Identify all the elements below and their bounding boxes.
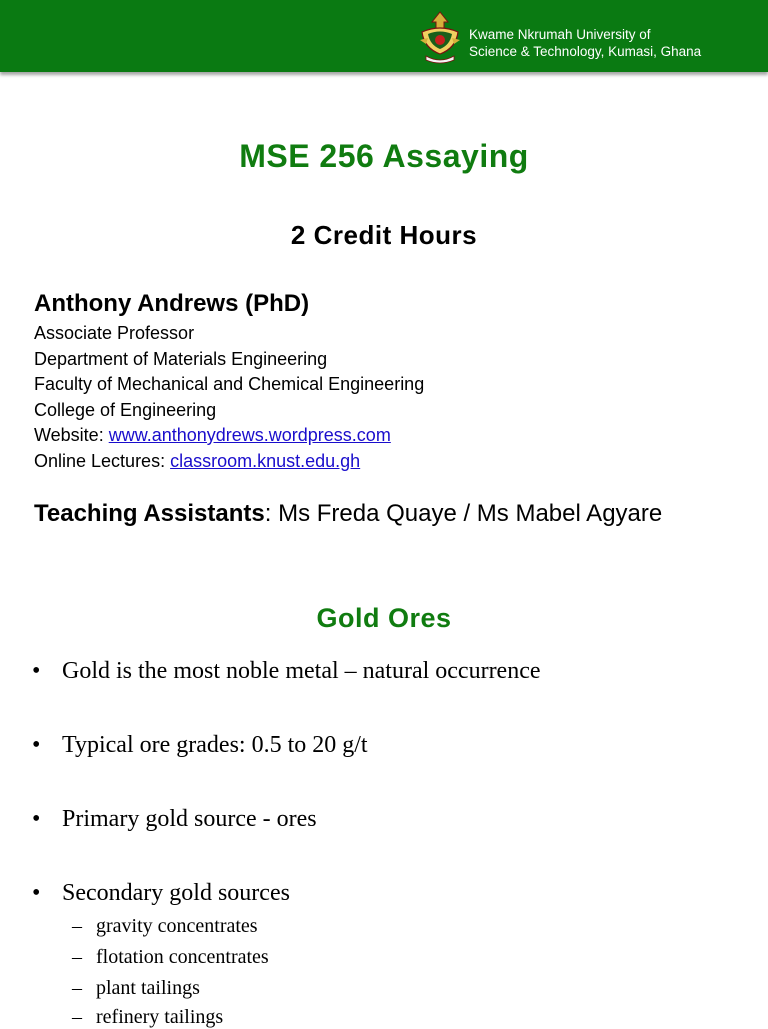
sub-bullet-item xyxy=(72,915,258,938)
bullet-text: Typical ore grades: 0.5 to 20 g/t xyxy=(62,732,368,758)
bullet-item xyxy=(32,732,368,759)
bullet-text: Gold is the most noble metal – natural occurrence xyxy=(62,658,541,684)
sub-bullet-item xyxy=(72,1006,223,1029)
online-lectures-link[interactable]: classroom.knust.edu.gh xyxy=(170,450,361,471)
sub-bullet-text: flotation concentrates xyxy=(96,946,269,968)
credit-hours: 2 Credit Hours xyxy=(290,220,478,250)
sub-bullet-item xyxy=(72,977,200,1000)
bullet-marker: • xyxy=(32,806,41,832)
website-link[interactable]: www.anthonydrews.wordpress.com xyxy=(108,425,391,445)
bullet-item xyxy=(32,658,541,685)
sub-bullet-marker: – xyxy=(72,946,82,968)
course-title: MSE 256 Assaying xyxy=(239,138,529,174)
teaching-assistants-label: Teaching Assistants xyxy=(34,500,265,527)
university-name-line1: Kwame Nkrumah University of xyxy=(469,27,651,42)
sub-bullet-marker: – xyxy=(72,1006,82,1028)
sub-bullet-text: plant tailings xyxy=(96,977,200,999)
lecturer-name: Anthony Andrews (PhD) xyxy=(34,290,310,317)
online-lectures-label: Online Lectures: xyxy=(34,450,171,471)
bullet-text: Secondary gold sources xyxy=(62,880,290,906)
university-name-line2: Science & Technology, Kumasi, Ghana xyxy=(469,44,702,59)
section-title: Gold Ores xyxy=(316,603,452,633)
bullet-marker: • xyxy=(32,880,41,906)
bullet-text: Primary gold source - ores xyxy=(62,806,317,832)
lecturer-position: Associate Professor xyxy=(34,323,195,343)
lecturer-faculty: Faculty of Mechanical and Chemical Engineering xyxy=(34,374,425,394)
teaching-assistants-names: : Ms Freda Quaye / Ms Mabel Agyare xyxy=(264,500,663,527)
lecturer-college: College of Engineering xyxy=(34,399,217,420)
bullet-item xyxy=(32,806,317,833)
bullet-marker: • xyxy=(32,658,41,684)
sub-bullet-text: refinery tailings xyxy=(96,1006,224,1028)
bullet-item xyxy=(32,880,290,907)
sub-bullet-marker: – xyxy=(72,915,82,937)
sub-bullet-item xyxy=(72,946,269,969)
lecturer-department: Department of Materials Engineering xyxy=(34,348,328,369)
sub-bullet-text: gravity concentrates xyxy=(96,915,258,937)
bullet-marker: • xyxy=(32,732,41,758)
sub-bullet-marker: – xyxy=(72,977,82,999)
website-label: Website: xyxy=(34,425,109,445)
